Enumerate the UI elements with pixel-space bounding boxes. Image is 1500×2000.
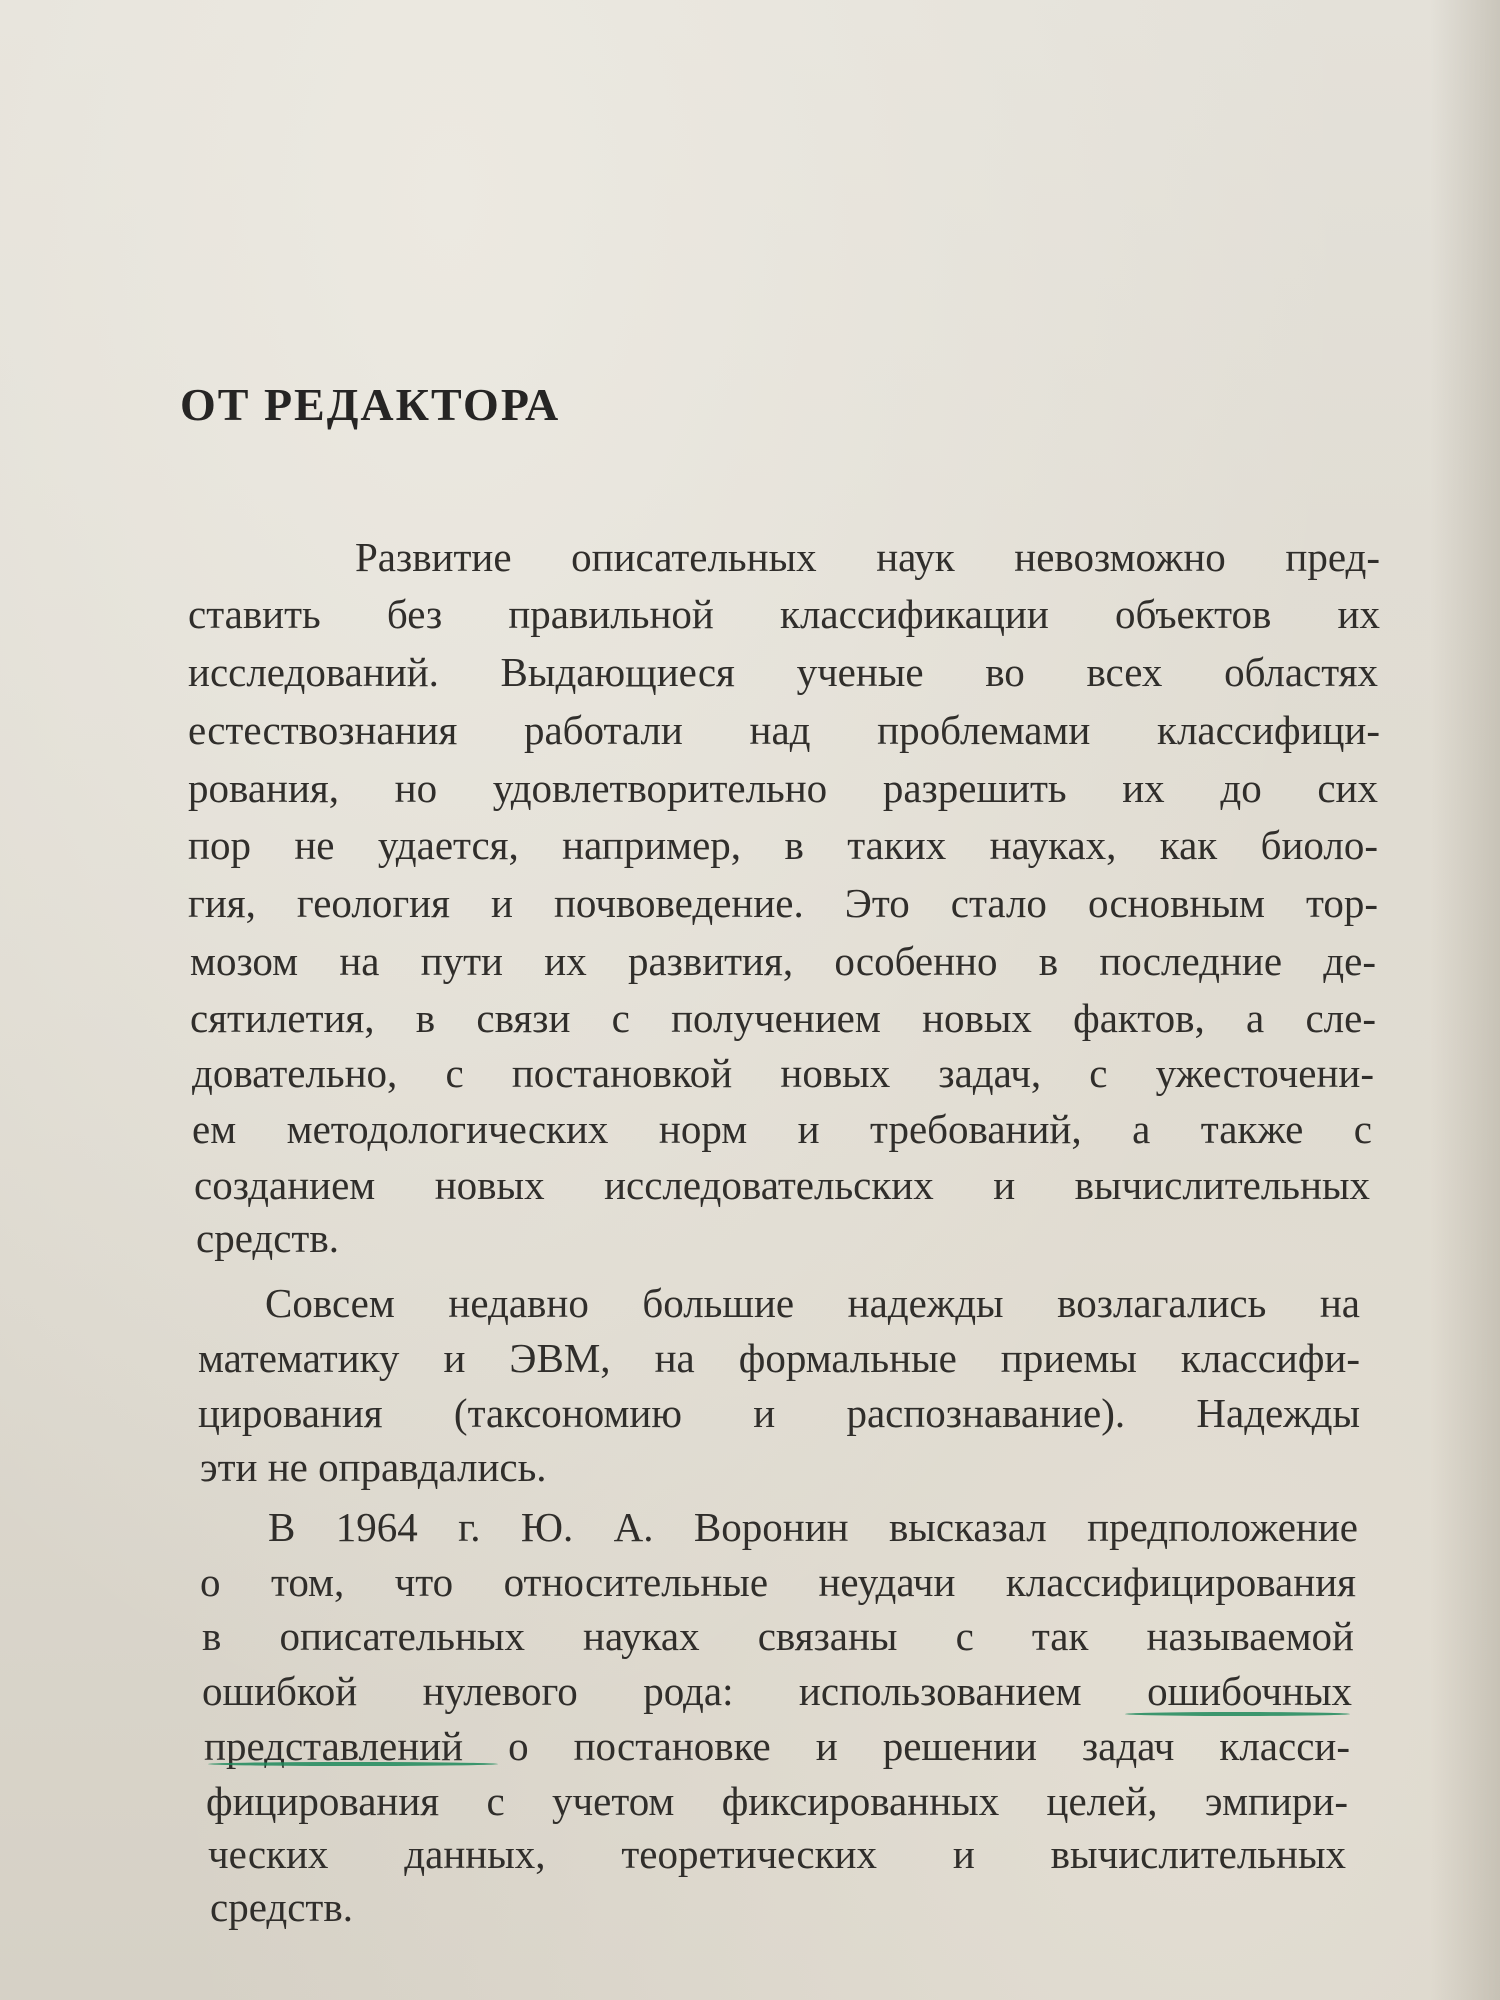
text-line: В 1964 г. Ю. А. Воронин высказал предположение [268, 1504, 1358, 1550]
text-line: цирования (таксономию и распознавание). Надежды [198, 1390, 1360, 1436]
pen-underline-mark [1125, 1712, 1350, 1716]
text-line: эти не оправдались. [200, 1444, 547, 1490]
text-line: Совсем недавно большие надежды возлагались на [265, 1280, 1360, 1326]
text-line: средств. [210, 1884, 353, 1930]
text-line: в описательных науках связаны с так называемой [202, 1613, 1354, 1659]
text-line: созданием новых исследовательских и вычислительных [194, 1162, 1370, 1208]
text-line: представлений о постановке и решении задач класси- [204, 1723, 1350, 1769]
text-line: мозом на пути их развития, особенно в последние де- [190, 938, 1376, 984]
page-heading: ОТ РЕДАКТОРА [180, 379, 561, 430]
text-line: сятилетия, в связи с получением новых фактов, а сле- [190, 995, 1376, 1041]
text-line: о том, что относительные неудачи классифицирования [200, 1559, 1356, 1605]
text-line: математику и ЭВМ, на формальные приемы классифи- [198, 1335, 1360, 1381]
text-line: гия, геология и почвоведение. Это стало основным тор- [188, 880, 1378, 926]
text-line: Развитие описательных наук невозможно пред- [355, 534, 1380, 580]
text-line: ческих данных, теоретических и вычислительных [208, 1831, 1346, 1877]
page-edge-shadow [1430, 0, 1500, 2000]
text-line: ставить без правильной классификации объектов их [188, 591, 1380, 637]
text-line: рования, но удовлетворительно разрешить их до сих [188, 765, 1378, 811]
text-line: ем методологических норм и требований, а также с [192, 1106, 1372, 1152]
text-line: ошибкой нулевого рода: использованием ошибочных [202, 1668, 1352, 1714]
text-line: исследований. Выдающиеся ученые во всех областях [188, 649, 1378, 695]
text-line: пор не удается, например, в таких науках, как биоло- [188, 822, 1378, 868]
text-line: фицирования с учетом фиксированных целей, эмпири- [206, 1778, 1348, 1824]
text-line: средств. [196, 1215, 339, 1261]
pen-underline-mark [208, 1762, 498, 1766]
text-line: довательно, с постановкой новых задач, с ужесточени- [192, 1050, 1374, 1096]
text-line: естествознания работали над проблемами классифици- [188, 707, 1380, 753]
